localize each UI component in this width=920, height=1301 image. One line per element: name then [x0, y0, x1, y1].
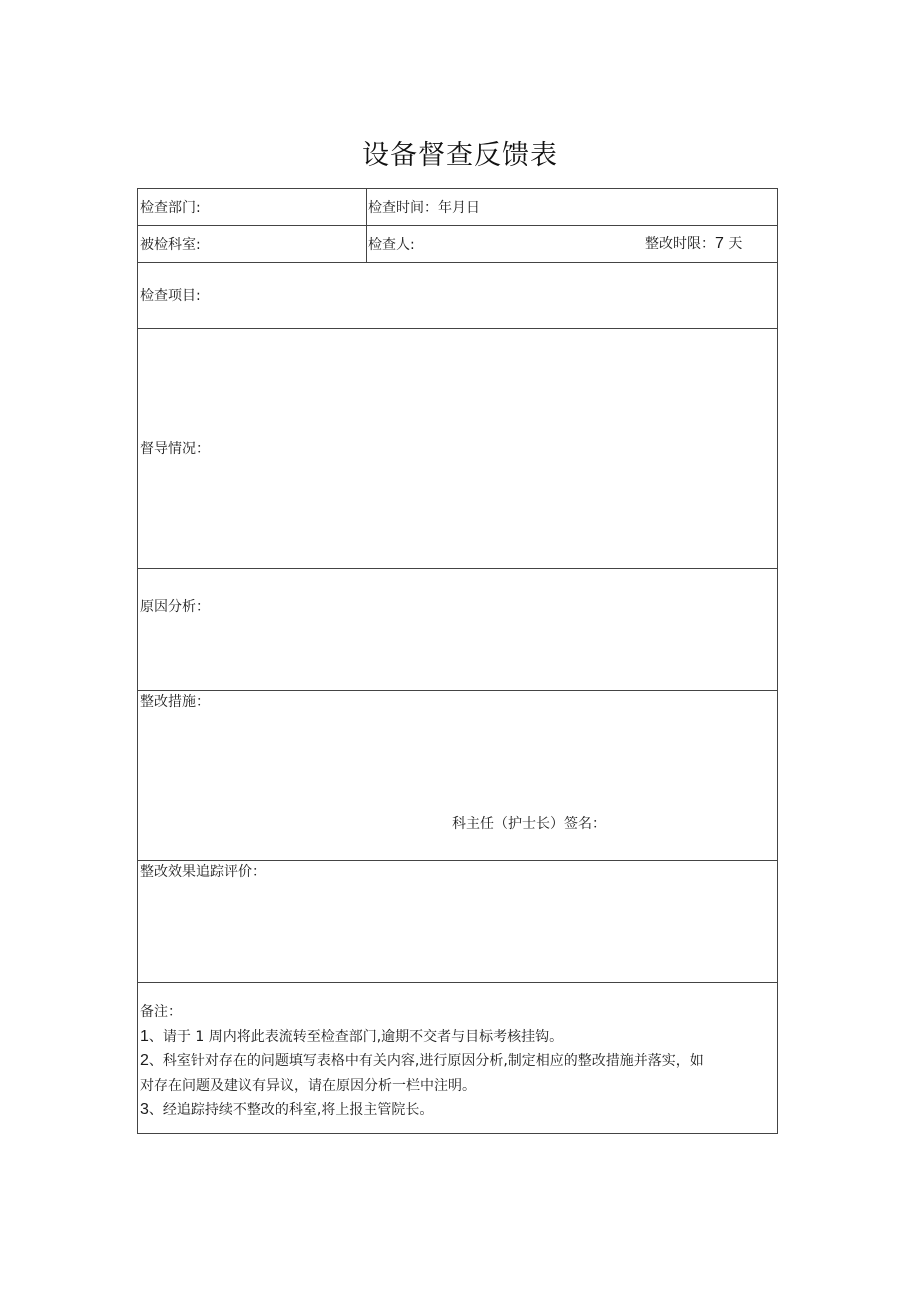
note-item: 对存在问题及建议有异议，请在原因分析一栏中注明。 — [140, 1077, 476, 1094]
deadline-field — [645, 234, 742, 254]
column-divider — [366, 189, 367, 262]
cause-analysis-label: 原因分析： — [140, 599, 210, 615]
tracking-evaluation-label: 整改效果追踪评价： — [140, 864, 266, 880]
row-divider — [138, 860, 777, 861]
row-divider — [138, 225, 777, 226]
note-item: 3、经追踪持续不整改的科室,将上报主管院长。 — [140, 1101, 434, 1118]
signature-label: 科主任（护士长）签名： — [452, 816, 606, 832]
deadline-number: 7 — [715, 235, 724, 252]
note-item: 1、请于 1 周内将此表流转至检查部门,逾期不交者与目标考核挂钩。 — [140, 1027, 564, 1045]
notes-section — [140, 1001, 774, 1123]
measures-label: 整改措施： — [140, 694, 210, 710]
supervision-label: 督导情况： — [140, 441, 210, 457]
inspection-items-label: 检查项目: — [140, 288, 201, 304]
inspected-room-label: 被检科室: — [140, 237, 201, 253]
inspection-dept-field[interactable] — [140, 198, 201, 218]
page-title: 设备督查反馈表 — [362, 140, 558, 171]
inspected-room-field[interactable] — [140, 235, 201, 255]
deadline-label: 整改时限： — [645, 236, 715, 252]
notes-heading: 备注： — [140, 1004, 182, 1020]
row-divider — [138, 690, 777, 691]
row-divider — [138, 328, 777, 329]
deadline-unit: 天 — [728, 236, 743, 252]
inspection-time-field[interactable] — [368, 198, 480, 218]
note-item: 2、科室针对存在的问题填写表格中有关内容,进行原因分析,制定相应的整改措施并落实，如 — [140, 1052, 704, 1069]
row-divider — [138, 568, 777, 569]
feedback-form-table — [137, 188, 778, 1134]
inspector-label: 检查人: — [368, 237, 415, 253]
row-divider — [138, 982, 777, 983]
inspector-field[interactable] — [368, 235, 415, 255]
inspection-dept-label: 检查部门: — [140, 200, 201, 216]
row-divider — [138, 262, 777, 263]
inspection-time-label: 检查时间：年月日 — [368, 200, 480, 216]
